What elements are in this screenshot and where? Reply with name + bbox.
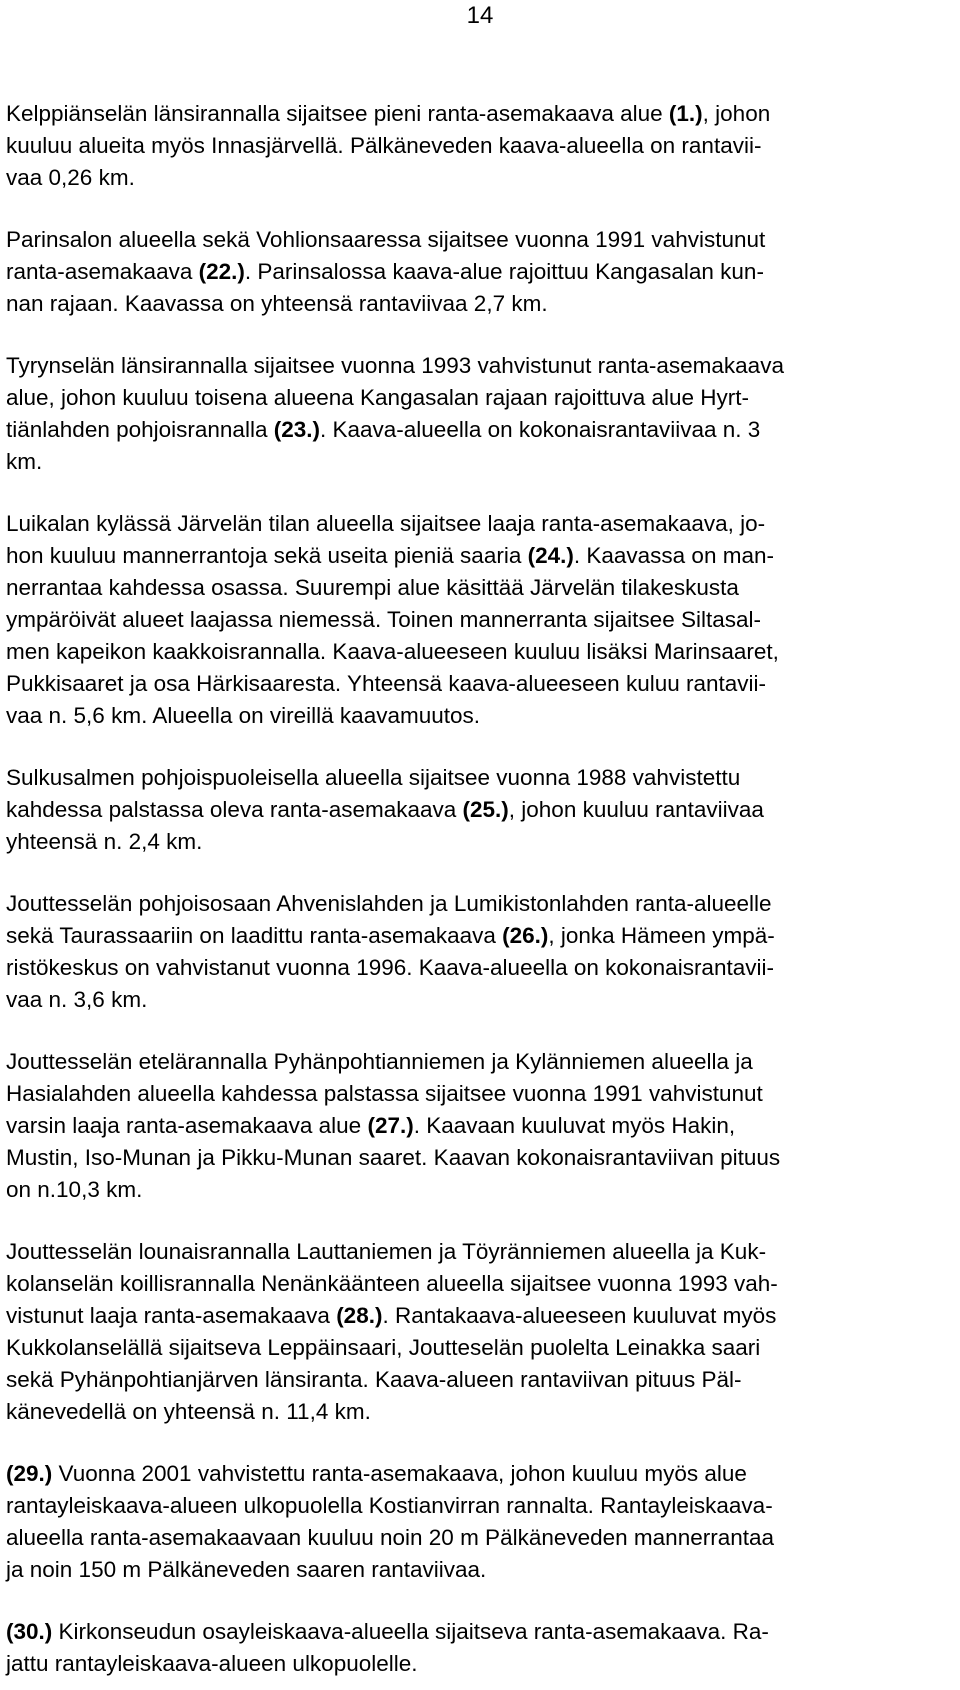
- text-segment: nerrantaa kahdessa osassa. Suurempi alue käsittää Järvelän tilakeskusta: [6, 575, 739, 600]
- text-segment: Sulkusalmen pohjoispuoleisella alueella sijaitsee vuonna 1988 vahvistettu: [6, 765, 741, 790]
- text-line: [6, 446, 864, 478]
- text-segment: jattu rantayleiskaava-alueen ulkopuolelle.: [6, 1651, 418, 1676]
- text-segment: vaa 0,26 km.: [6, 165, 135, 190]
- text-line: [6, 1078, 864, 1110]
- text-segment: kolanselän koillisrannalla Nenänkäänteen alueella sijaitsee vuonna 1993 vah-: [6, 1271, 778, 1296]
- text-segment: varsin laaja ranta-asemakaava alue: [6, 1113, 368, 1138]
- text-line: [6, 414, 864, 446]
- area-reference-number: (28.): [336, 1303, 383, 1328]
- text-line: [6, 1522, 864, 1554]
- text-line: [6, 1554, 864, 1586]
- text-segment: . Kaavassa on man-: [573, 543, 774, 568]
- text-segment: Jouttesselän pohjoisosaan Ahvenislahden ja Lumikistonlahden ranta-alueelle: [6, 891, 772, 916]
- text-line: [6, 604, 864, 636]
- text-segment: ja noin 150 m Pälkäneveden saaren rantaviivaa.: [6, 1557, 487, 1582]
- text-segment: Jouttesselän etelärannalla Pyhänpohtianniemen ja Kylänniemen alueella ja: [6, 1049, 753, 1074]
- text-line: [6, 1268, 864, 1300]
- paragraph: [6, 1616, 864, 1680]
- text-line: [6, 256, 864, 288]
- text-segment: Parinsalon alueella sekä Vohlionsaaressa sijaitsee vuonna 1991 vahvistunut: [6, 227, 766, 252]
- area-reference-number: (27.): [367, 1113, 414, 1138]
- text-segment: Kukkolanselällä sijaitseva Leppäinsaari, Joutteselän puolelta Leinakka saari: [6, 1335, 761, 1360]
- text-line: [6, 1142, 864, 1174]
- text-line: [6, 636, 864, 668]
- text-segment: , jonka Hämeen ympä-: [548, 923, 775, 948]
- paragraph: [6, 350, 864, 478]
- area-reference-number: (29.): [6, 1461, 53, 1486]
- text-line: [6, 952, 864, 984]
- text-line: [6, 1174, 864, 1206]
- text-line: [6, 920, 864, 952]
- text-line: [6, 762, 864, 794]
- text-segment: Jouttesselän lounaisrannalla Lauttaniemen ja Töyränniemen alueella ja Kuk-: [6, 1239, 767, 1264]
- text-line: [6, 1648, 864, 1680]
- text-segment: , johon kuuluu rantaviivaa: [508, 797, 764, 822]
- text-segment: men kapeikon kaakkoisrannalla. Kaava-alueeseen kuuluu lisäksi Marinsaaret,: [6, 639, 779, 664]
- text-segment: ristökeskus on vahvistanut vuonna 1996. Kaava-alueella on kokonaisrantavii-: [6, 955, 774, 980]
- paragraph: [6, 1236, 864, 1428]
- area-reference-number: (23.): [273, 417, 320, 442]
- text-line: [6, 700, 864, 732]
- text-segment: Luikalan kylässä Järvelän tilan alueella sijaitsee laaja ranta-asemakaava, jo-: [6, 511, 766, 536]
- text-segment: kuuluu alueita myös Innasjärvellä. Pälkäneveden kaava-alueella on rantavii-: [6, 133, 762, 158]
- text-line: [6, 288, 864, 320]
- text-line: [6, 1396, 864, 1428]
- text-line: [6, 1616, 864, 1648]
- text-segment: . Rantakaava-alueeseen kuuluvat myös: [382, 1303, 777, 1328]
- text-line: [6, 668, 864, 700]
- text-segment: Kirkonseudun osayleiskaava-alueella sijaitseva ranta-asemakaava. Ra-: [52, 1619, 769, 1644]
- text-line: [6, 794, 864, 826]
- text-segment: Vuonna 2001 vahvistettu ranta-asemakaava, johon kuuluu myös alue: [52, 1461, 747, 1486]
- paragraph: [6, 508, 864, 732]
- text-segment: . Parinsalossa kaava-alue rajoittuu Kangasalan kun-: [244, 259, 764, 284]
- area-reference-number: (26.): [502, 923, 549, 948]
- text-segment: Kelppiänselän länsirannalla sijaitsee pieni ranta-asemakaava alue: [6, 101, 669, 126]
- text-segment: km.: [6, 449, 43, 474]
- text-line: [6, 98, 864, 130]
- paragraph: [6, 98, 864, 194]
- page-number: 14: [466, 2, 494, 29]
- area-reference-number: (22.): [198, 259, 245, 284]
- text-segment: yhteensä n. 2,4 km.: [6, 829, 203, 854]
- text-segment: on n.10,3 km.: [6, 1177, 143, 1202]
- text-segment: Mustin, Iso-Munan ja Pikku-Munan saaret. Kaavan kokonaisrantaviivan pituus: [6, 1145, 781, 1170]
- text-line: [6, 224, 864, 256]
- text-line: [6, 508, 864, 540]
- text-line: [6, 1110, 864, 1142]
- area-reference-number: (30.): [6, 1619, 53, 1644]
- paragraph: [6, 888, 864, 1016]
- text-line: [6, 1046, 864, 1078]
- text-segment: , johon: [702, 101, 771, 126]
- document-body: [6, 98, 864, 1680]
- paragraph: [6, 224, 864, 320]
- text-segment: tiänlahden pohjoisrannalla: [6, 417, 274, 442]
- paragraph: [6, 762, 864, 858]
- text-line: [6, 826, 864, 858]
- text-segment: alue, johon kuuluu toisena alueena Kangasalan rajaan rajoittuva alue Hyrt-: [6, 385, 750, 410]
- text-line: [6, 162, 864, 194]
- text-line: [6, 130, 864, 162]
- text-line: [6, 382, 864, 414]
- text-segment: alueella ranta-asemakaavaan kuuluu noin 20 m Pälkäneveden mannerrantaa: [6, 1525, 775, 1550]
- text-segment: sekä Pyhänpohtianjärven länsiranta. Kaava-alueen rantaviivan pituus Päl-: [6, 1367, 742, 1392]
- text-line: [6, 1458, 864, 1490]
- text-line: [6, 1236, 864, 1268]
- text-line: [6, 1332, 864, 1364]
- text-line: [6, 888, 864, 920]
- text-segment: rantayleiskaava-alueen ulkopuolella Kostianvirran rannalta. Rantayleiskaava-: [6, 1493, 773, 1518]
- area-reference-number: (25.): [462, 797, 509, 822]
- text-segment: vistunut laaja ranta-asemakaava: [6, 1303, 337, 1328]
- paragraph: [6, 1046, 864, 1206]
- text-line: [6, 350, 864, 382]
- text-segment: Hasialahden alueella kahdessa palstassa sijaitsee vuonna 1991 vahvistunut: [6, 1081, 763, 1106]
- text-line: [6, 540, 864, 572]
- text-segment: vaa n. 5,6 km. Alueella on vireillä kaavamuutos.: [6, 703, 481, 728]
- text-segment: vaa n. 3,6 km.: [6, 987, 148, 1012]
- text-line: [6, 572, 864, 604]
- text-segment: sekä Taurassaariin on laadittu ranta-asemakaava: [6, 923, 503, 948]
- text-segment: . Kaava-alueella on kokonaisrantaviivaa n. 3: [319, 417, 761, 442]
- text-segment: . Kaavaan kuuluvat myös Hakin,: [413, 1113, 736, 1138]
- area-reference-number: (1.): [668, 101, 703, 126]
- text-segment: Pukkisaaret ja osa Härkisaaresta. Yhteensä kaava-alueeseen kuluu rantavii-: [6, 671, 767, 696]
- text-segment: hon kuuluu mannerrantoja sekä useita pieniä saaria: [6, 543, 528, 568]
- text-line: [6, 1364, 864, 1396]
- text-line: [6, 1490, 864, 1522]
- text-segment: Tyrynselän länsirannalla sijaitsee vuonna 1993 vahvistunut ranta-asemakaava: [6, 353, 784, 378]
- text-segment: nan rajaan. Kaavassa on yhteensä rantaviivaa 2,7 km.: [6, 291, 548, 316]
- text-segment: ympäröivät alueet laajassa niemessä. Toinen mannerranta sijaitsee Siltasal-: [6, 607, 761, 632]
- text-segment: känevedellä on yhteensä n. 11,4 km.: [6, 1399, 371, 1424]
- text-line: [6, 984, 864, 1016]
- text-segment: ranta-asemakaava: [6, 259, 199, 284]
- text-line: [6, 1300, 864, 1332]
- area-reference-number: (24.): [527, 543, 574, 568]
- paragraph: [6, 1458, 864, 1586]
- text-segment: kahdessa palstassa oleva ranta-asemakaava: [6, 797, 463, 822]
